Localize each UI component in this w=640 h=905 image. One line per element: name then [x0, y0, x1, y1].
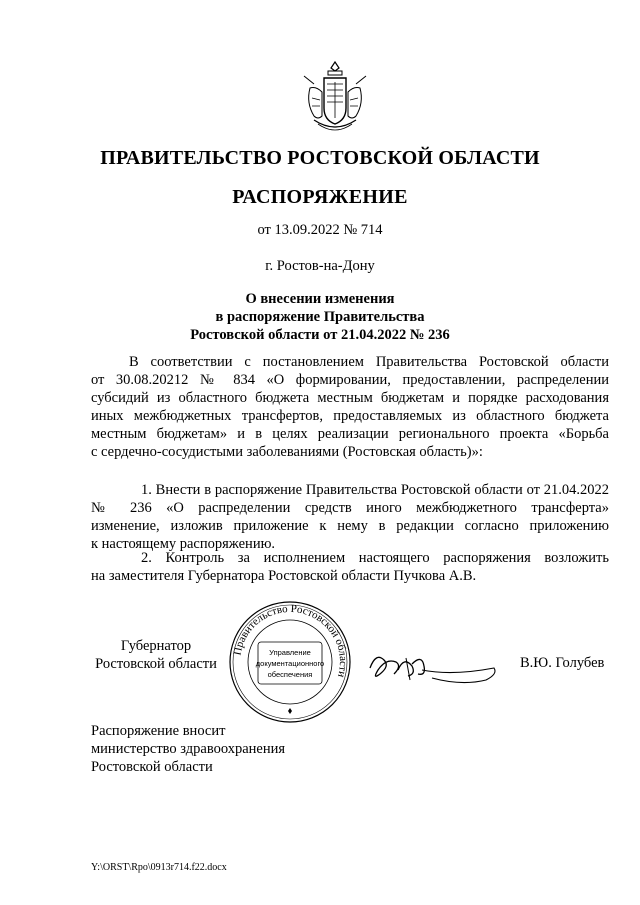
preamble-line: субсидий из областного бюджета местным бюджетам и порядке расходования	[91, 390, 609, 406]
subject-line-3: Ростовской области от 21.04.2022 № 236	[190, 327, 450, 343]
document-subject	[0, 290, 640, 344]
preamble-paragraph	[91, 353, 609, 461]
signatory-position	[91, 637, 221, 673]
item-1-line: № 236 «О распределении средств иного межбюджетного трансферта»	[91, 500, 609, 516]
coat-of-arms-emblem	[300, 58, 370, 138]
preamble-line: местным бюджетам» и в целях реализации регионального проекта «Борьба	[91, 426, 609, 442]
signer-name: В.Ю. Голубев	[520, 655, 605, 671]
seal-outer-text: Правительство Ростовской области	[231, 602, 350, 679]
seal-inner-line-3: обеспечения	[267, 670, 313, 679]
official-seal	[228, 600, 352, 724]
item-1-line: изменение, изложив приложение к нему в редакции согласно приложению	[91, 518, 609, 534]
subject-line-2: в распоряжение Правительства	[215, 309, 425, 325]
preamble-line: с сердечно-сосудистыми заболеваниями (Ростовская область)»:	[91, 444, 483, 460]
submitter-line-2: министерство здравоохранения	[91, 741, 286, 757]
seal-inner-line-1: Управление	[269, 648, 311, 657]
item-1-line: 1. Внести в распоряжение Правительства Ростовской области от 21.04.2022	[141, 482, 609, 498]
item-1-paragraph	[91, 481, 609, 553]
government-title: ПРАВИТЕЛЬСТВО РОСТОВСКОЙ ОБЛАСТИ	[100, 147, 540, 169]
submitter-line-1: Распоряжение вносит	[91, 723, 226, 739]
submitter-block	[91, 722, 285, 776]
city-line: г. Ростов-на-Дону	[265, 258, 375, 274]
position-line-2: Ростовской области	[95, 656, 217, 672]
preamble-line: от 30.08.20212 № 834 «О формировании, предоставлении, распределении	[91, 372, 609, 388]
document-type-title: РАСПОРЯЖЕНИЕ	[232, 186, 408, 208]
file-path-footer: Y:\ORST\Rpo\0913r714.f22.docx	[91, 862, 227, 873]
position-line-1: Губернатор	[120, 638, 192, 654]
item-2-paragraph	[91, 549, 609, 585]
seal-inner-line-2: документационного	[255, 659, 325, 668]
submitter-line-3: Ростовской области	[91, 759, 213, 775]
item-2-line: 2. Контроль за исполнением настоящего распоряжения возложить	[141, 550, 609, 566]
preamble-line: В соответствии с постановлением Правительства Ростовской области	[129, 354, 609, 370]
item-1-line: к настоящему распоряжению.	[91, 536, 276, 552]
date-number-line: от 13.09.2022 № 714	[257, 222, 383, 238]
subject-line-1: О внесении изменения	[245, 291, 395, 307]
handwritten-signature	[362, 640, 502, 690]
preamble-line: иных межбюджетных трансфертов, предоставляемых из областного бюджета	[91, 408, 609, 424]
item-2-line: на заместителя Губернатора Ростовской области Пучкова А.В.	[91, 568, 477, 584]
